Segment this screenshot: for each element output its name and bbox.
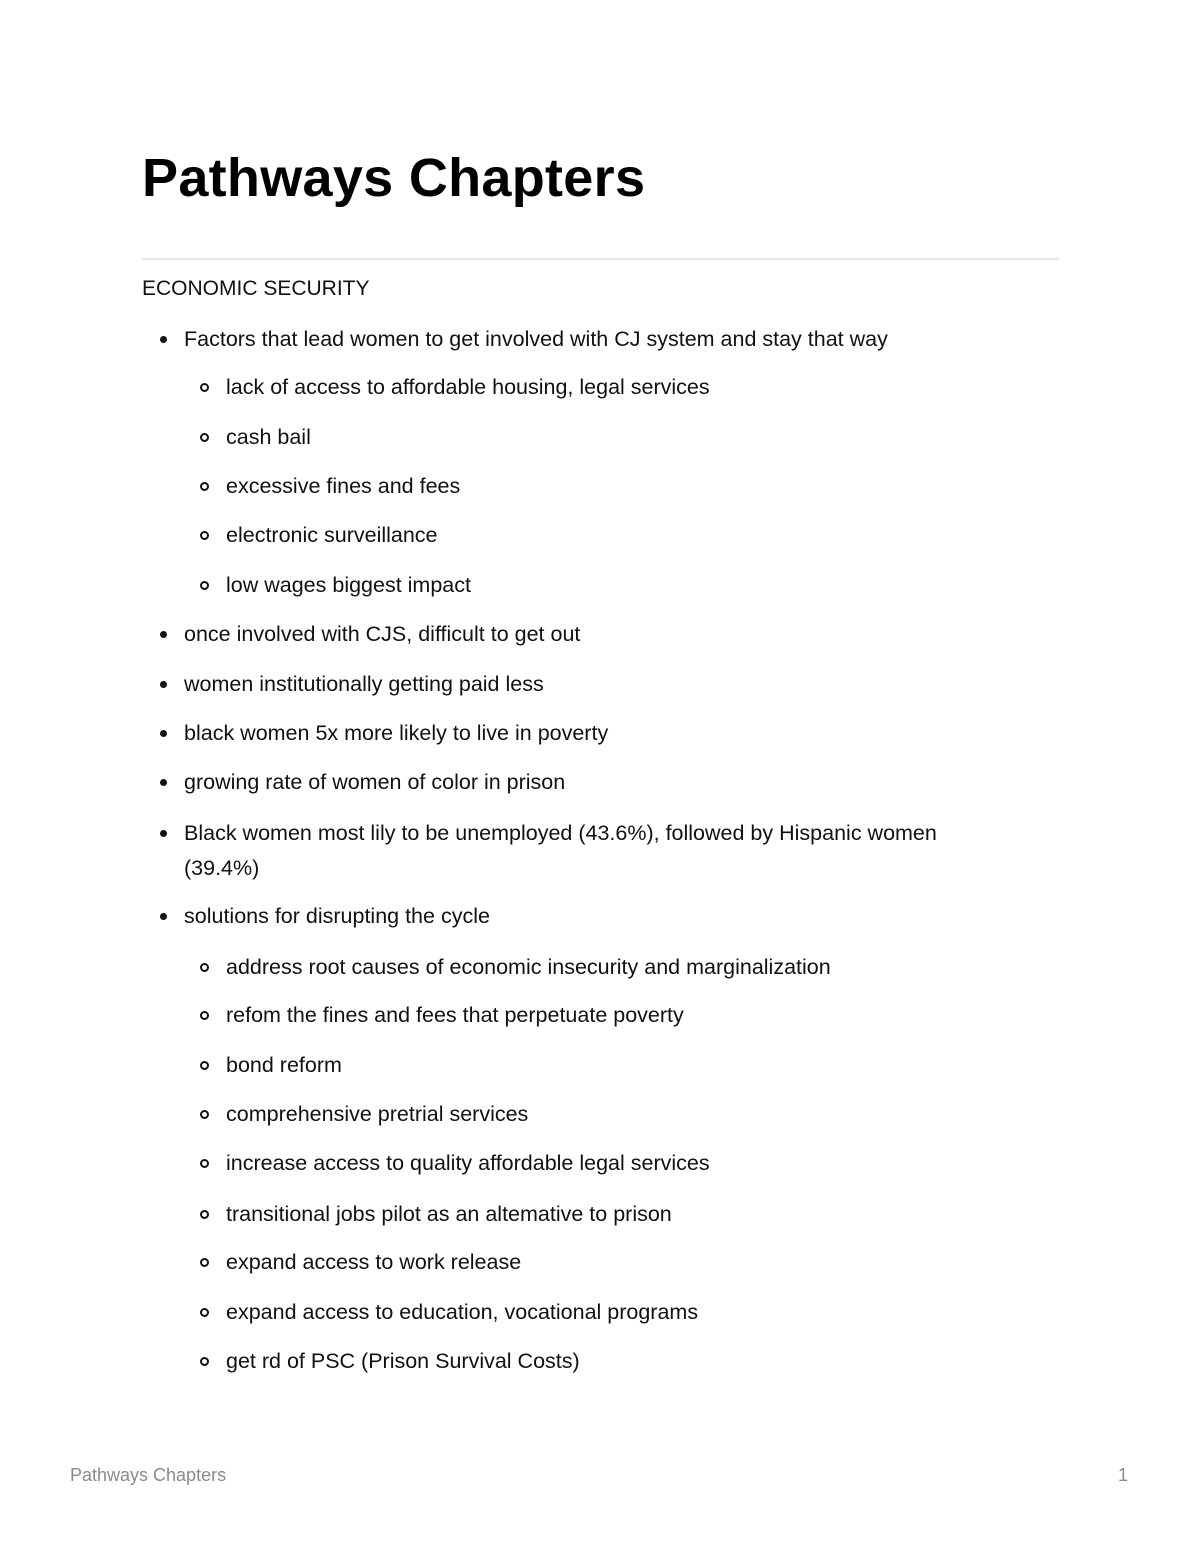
hollow-bullet-icon — [200, 1258, 209, 1267]
list-item — [184, 667, 544, 702]
list-item-text: cash bail — [226, 425, 311, 449]
list-item — [226, 998, 684, 1033]
list-item — [226, 469, 460, 504]
list-item — [184, 617, 580, 652]
hollow-bullet-icon — [200, 1357, 209, 1366]
list-item-text: solutions for disrupting the cycle — [184, 904, 490, 928]
hollow-bullet-icon — [200, 1061, 209, 1070]
list-item — [226, 568, 471, 603]
list-item-text: expand access to education, vocational programs — [226, 1300, 699, 1324]
hollow-bullet-icon — [200, 1159, 209, 1168]
list-item — [226, 1344, 580, 1379]
list-item-continuation — [184, 851, 259, 886]
list-item — [184, 765, 565, 800]
bullet-icon — [160, 336, 167, 343]
hollow-bullet-icon — [200, 1210, 209, 1219]
bullet-icon — [160, 631, 167, 638]
list-item-text: lack of access to affordable housing, legal services — [226, 375, 710, 399]
list-item — [226, 1097, 528, 1132]
list-item-text: transitional jobs pilot as an altemative to prison — [226, 1202, 672, 1226]
list-item-text: get rd of PSC (Prison Survival Costs) — [226, 1349, 580, 1373]
list-item — [226, 420, 311, 455]
list-item-text: women institutionally getting paid less — [184, 672, 544, 696]
list-item-text: Black women most lily to be unemployed (43.6%), followed by Hispanic women — [184, 821, 937, 845]
list-item — [226, 1146, 710, 1181]
list-item — [226, 370, 710, 405]
list-item — [184, 816, 937, 851]
list-item — [226, 1197, 672, 1232]
list-item-text: expand access to work release — [226, 1250, 522, 1274]
bullet-icon — [160, 913, 167, 920]
bullet-icon — [160, 779, 167, 786]
list-item-text: once involved with CJS, difficult to get out — [184, 622, 581, 646]
hollow-bullet-icon — [200, 581, 209, 590]
page-title: Pathways Chapters — [142, 148, 646, 208]
hollow-bullet-icon — [200, 1110, 209, 1119]
list-item — [184, 322, 888, 357]
list-item — [226, 950, 831, 985]
list-item-text: excessive fines and fees — [226, 474, 461, 498]
hollow-bullet-icon — [200, 963, 209, 972]
list-item-text: low wages biggest impact — [226, 573, 471, 597]
list-item-text: Factors that lead women to get involved with CJ system and stay that way — [184, 327, 888, 351]
list-item-text: bond reform — [226, 1053, 342, 1077]
list-item — [184, 716, 608, 751]
bullet-icon — [160, 681, 167, 688]
page-number: 1 — [1118, 1465, 1129, 1485]
list-item-text: address root causes of economic insecurity and marginalization — [226, 955, 831, 979]
hollow-bullet-icon — [200, 1308, 209, 1317]
hollow-bullet-icon — [200, 383, 209, 392]
list-item-text: electronic surveillance — [226, 523, 438, 547]
list-item-text: increase access to quality affordable legal services — [226, 1151, 710, 1175]
hollow-bullet-icon — [200, 531, 209, 540]
hollow-bullet-icon — [200, 1011, 209, 1020]
hollow-bullet-icon — [200, 433, 209, 442]
hollow-bullet-icon — [200, 482, 209, 491]
list-item-text: (39.4%) — [184, 856, 260, 880]
list-item-text: refom the fines and fees that perpetuate poverty — [226, 1003, 684, 1027]
list-item — [226, 1048, 342, 1083]
list-item — [226, 1295, 698, 1330]
list-item-text: comprehensive pretrial services — [226, 1102, 529, 1126]
list-item-text: growing rate of women of color in prison — [184, 770, 566, 794]
list-item — [226, 518, 438, 553]
bullet-icon — [160, 830, 167, 837]
list-item — [184, 899, 490, 934]
list-item-text: black women 5x more likely to live in poverty — [184, 721, 609, 745]
footer-title: Pathways Chapters — [70, 1465, 227, 1485]
section-heading: ECONOMIC SECURITY — [142, 277, 370, 300]
list-item — [226, 1245, 521, 1280]
bullet-icon — [160, 730, 167, 737]
